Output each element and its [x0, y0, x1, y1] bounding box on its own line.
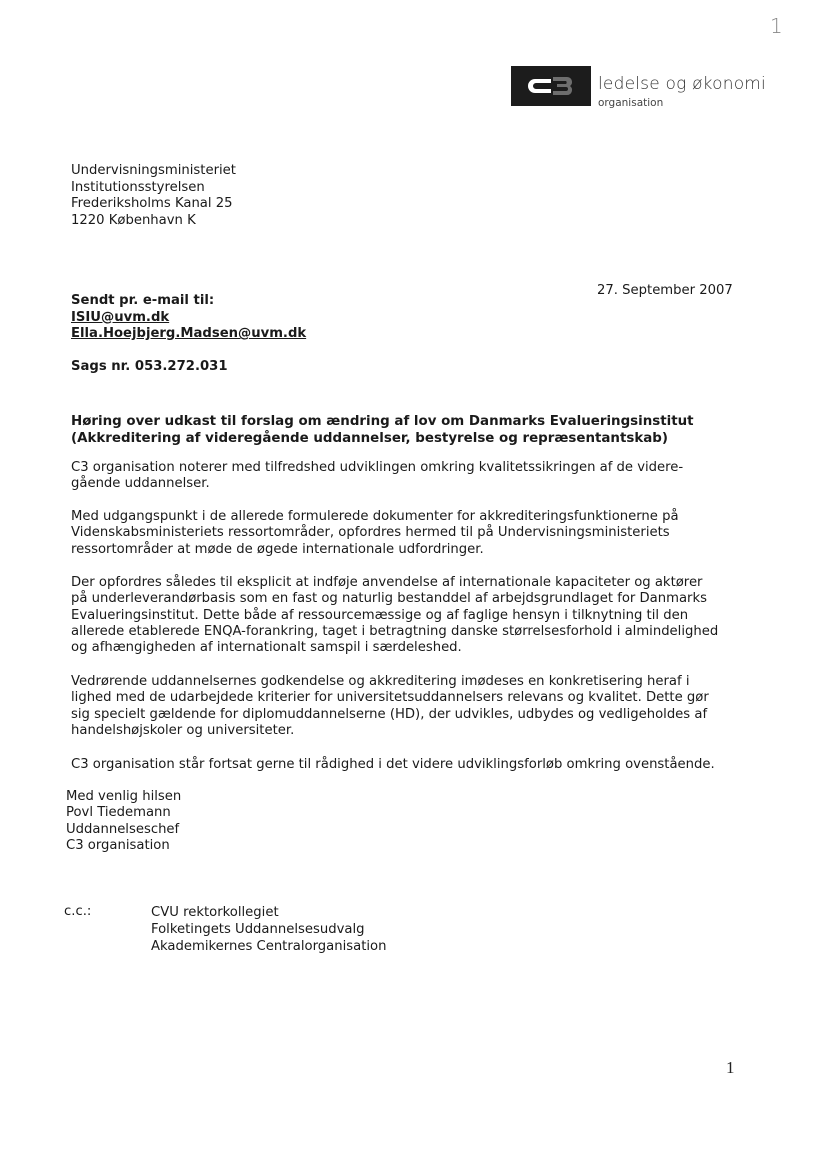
paragraph-line: på underleverandørbasis som en fast og naturlig bestanddel af arbejdsgrundlaget for Danmarks [71, 591, 707, 607]
paragraph-line: C3 organisation står fortsat gerne til rådighed i det videre udviklingsforløb omkring ovenstående. [71, 757, 715, 772]
paragraph-line: Der opfordres således til eksplicit at indføje anvendelse af internationale kapaciteter og aktører [71, 575, 703, 590]
signature-block [66, 789, 181, 854]
paragraph-line: Vedrørende uddannelsernes godkendelse og akkreditering imødeses en konkretisering heraf i [71, 674, 690, 689]
cc-recipients [151, 904, 386, 955]
closing: Med venlig hilsen [66, 789, 182, 804]
paragraph-line: og afhængigheden af internationalt samspil i særdeleshed. [71, 640, 462, 656]
paragraph-line: lighed med de udarbejdede kriterier for universitetsuddannelsers relevans og kvalitet. Dette gør [71, 690, 709, 706]
body-paragraph-3 [71, 575, 741, 656]
brand-subtitle: organisation [598, 97, 664, 109]
paragraph-line: C3 organisation noterer med tilfredshed udviklingen omkring kvalitetssikringen af de videre- [71, 460, 684, 475]
email-link-isiu[interactable]: ISIU@uvm.dk [71, 309, 170, 325]
paragraph-line: allerede etablerede ENQA-forankring, taget i betragtning danske størrelsesforhold i almindelighed [71, 623, 719, 639]
cc-label: c.c.: [64, 904, 92, 919]
recipient-address [71, 163, 236, 229]
page-number: 1 [726, 1058, 735, 1077]
paragraph-line: ressortområder at møde de øgede internationale udfordringer. [71, 541, 484, 557]
c3-logo-icon [511, 66, 591, 106]
sent-to-block [71, 293, 306, 343]
handwritten-page-mark: 1 [770, 14, 783, 38]
paragraph-line: handelshøjskoler og universiteter. [71, 722, 295, 738]
cc-recipient: Folketingets Uddannelsesudvalg [151, 922, 365, 937]
cc-recipient: CVU rektorkollegiet [151, 905, 279, 920]
letter-date: 27. September 2007 [597, 283, 733, 298]
signer-organisation: C3 organisation [66, 837, 170, 853]
address-line: Frederiksholms Kanal 25 [71, 196, 233, 211]
paragraph-line: Evalueringsinstitut. Dette både af ressourcemæssige og af faglige hensyn i tilknytning til den [71, 607, 689, 623]
body-paragraph-5 [71, 757, 771, 773]
address-line: 1220 København K [71, 212, 196, 228]
email-link-ella[interactable]: Ella.Hoejbjerg.Madsen@uvm.dk [71, 326, 307, 341]
subject-line: Høring over udkast til forslag om ændring af lov om Danmarks Evalueringsinstitut [71, 414, 694, 429]
signer-name: Povl Tiedemann [66, 805, 171, 821]
address-line: Institutionsstyrelsen [71, 179, 205, 195]
case-number: Sags nr. 053.272.031 [71, 359, 228, 374]
sent-to-label: Sendt pr. e-mail til: [71, 293, 215, 308]
letter-subject [71, 413, 761, 447]
address-line: Undervisningsministeriet [71, 163, 236, 178]
c3-logo [511, 66, 591, 106]
body-paragraph-2 [71, 509, 741, 558]
paragraph-line: Med udgangspunkt i de allerede formulerede dokumenter for akkrediteringsfunktionerne på [71, 509, 679, 524]
brand-tagline: ledelse og økonomi [598, 74, 766, 94]
paragraph-line: Videnskabsministeriets ressortområder, opfordres hermed til på Undervisningsministeriets [71, 525, 670, 541]
cc-recipient: Akademikernes Centralorganisation [151, 939, 387, 954]
paragraph-line: gående uddannelser. [71, 476, 210, 492]
body-paragraph-1 [71, 460, 741, 493]
body-paragraph-4 [71, 674, 741, 739]
paragraph-line: sig specielt gældende for diplomuddannelserne (HD), der udvikles, udbydes og vedligeholdes af [71, 706, 708, 722]
subject-line: (Akkreditering af videregående uddannelser, bestyrelse og repræsentantskab) [71, 431, 668, 446]
signer-title: Uddannelseschef [66, 821, 180, 837]
